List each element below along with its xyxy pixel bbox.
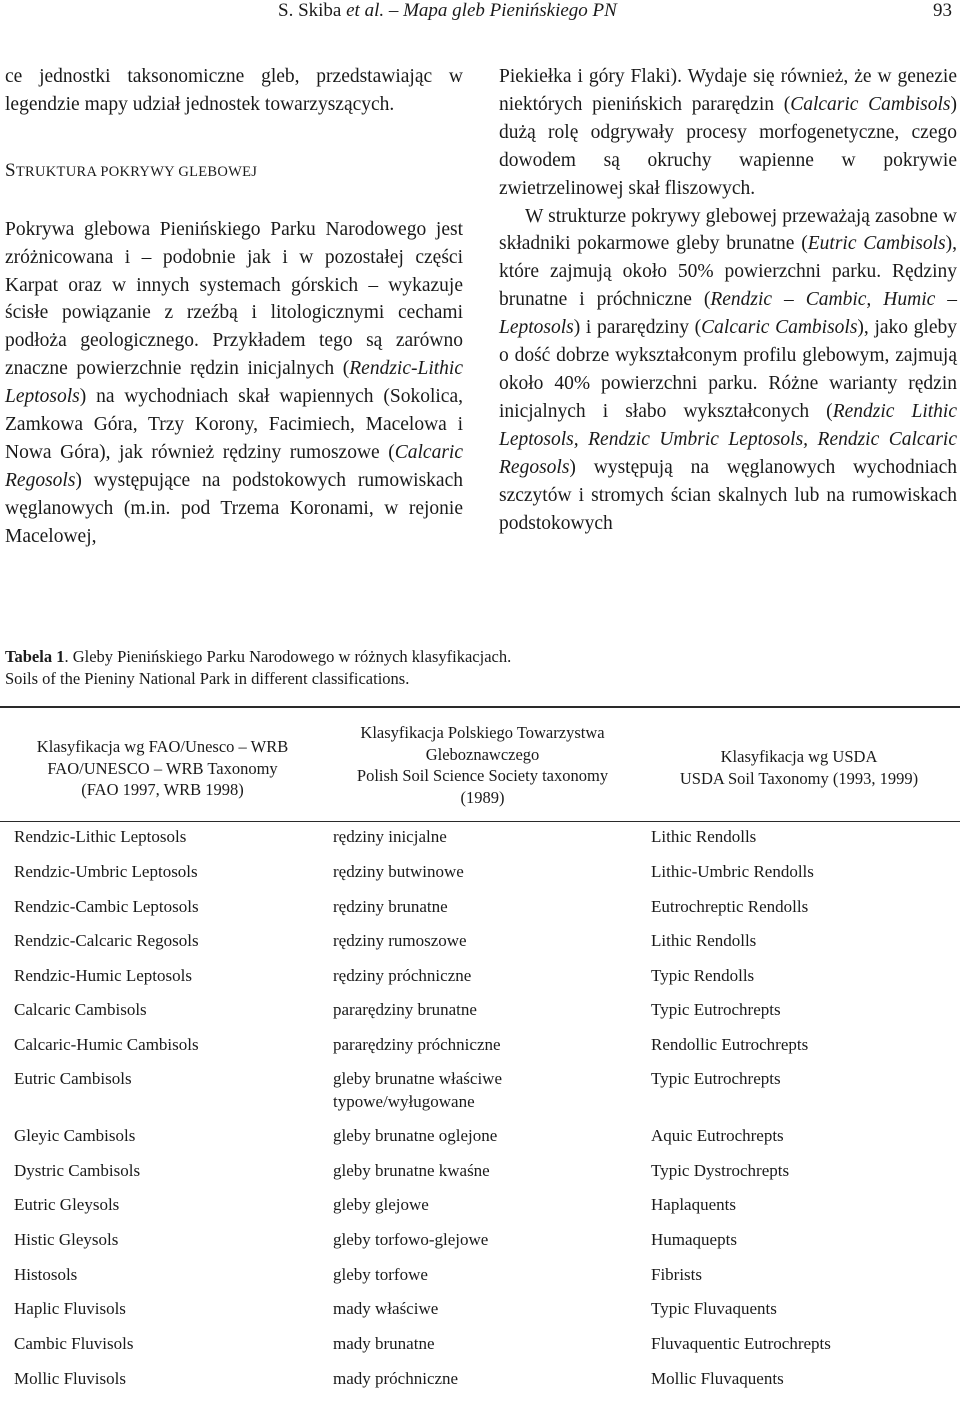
cell-wrb: Mollic Fluvisols xyxy=(14,1369,126,1388)
cell-pl: rędziny inicjalne xyxy=(333,827,447,846)
cell-wrb: Cambic Fluvisols xyxy=(14,1334,134,1353)
running-header xyxy=(0,0,960,30)
cell-wrb: Haplic Fluvisols xyxy=(14,1299,126,1318)
header-usda: Klasyfikacja wg USDA USDA Soil Taxonomy (1993, 1999) xyxy=(679,747,919,788)
cell-usda: Humaquepts xyxy=(651,1230,737,1249)
cell-wrb: Eutric Gleysols xyxy=(14,1195,120,1214)
cell-usda: Typic Eutrochrepts xyxy=(651,1000,781,1019)
cell-wrb: Rendzic-Lithic Leptosols xyxy=(14,827,187,846)
cell-wrb: Histosols xyxy=(14,1265,78,1284)
cell-usda: Typic Dystrochrepts xyxy=(651,1161,790,1180)
table-header-rule xyxy=(0,821,960,822)
cell-wrb: Rendzic-Cambic Leptosols xyxy=(14,897,199,916)
paragraph: Pokrywa glebowa Pienińskiego Parku Narodowego jest zróżnicowana i – podobnie jak i w pozostałej części Karpat oraz w innych systemach górskich – wykazuje ścisłe powiązanie z rzeźbą i litologicznymi cechami podłoża geologicznego. Przykładem tego są zarówno znaczne powierzchnie rędzin inicjalnych (Rendzic-Lithic Leptosols) na wychodniach skał wapiennych (Sokolica, Zamkowa Góra, Trzy Korony, Facimiech, Macelowa i Nowa Góra), jak również rędziny rumoszowe (Calcaric Regosols) występujące na podstokowych rumowiskach węglanowych (m.in. pod Trzema Koronami, w rejonie Macelowej, xyxy=(5,218,463,547)
cell-wrb: Dystric Cambisols xyxy=(14,1161,141,1180)
section-heading: STRUKTURA POKRYWY GLEBOWEJ xyxy=(5,159,258,181)
cell-pl: gleby torfowe xyxy=(333,1265,428,1284)
table-header xyxy=(0,708,960,821)
paragraph-continued: Piekiełka i góry Flaki). Wydaje się również, że w genezie niektórych pienińskich pararędzin (Calcaric Cambisols) dużą rolę odgrywały procesy morfogenetyczne, czego dowodem są okruchy wapienne w pokrywie zwietrzelinowej skał fliszowych. xyxy=(499,66,958,199)
running-title: S. Skiba et al. – Mapa gleb Pienińskiego PN xyxy=(278,0,617,21)
cell-pl: rędziny butwinowe xyxy=(333,862,464,881)
header-pl: Klasyfikacja Polskiego Towarzystwa Gleboznawczego Polish Soil Science Society taxonomy (1989) xyxy=(356,723,609,807)
cell-pl: gleby torfowo-glejowe xyxy=(333,1230,489,1249)
cell-usda: Typic Rendolls xyxy=(651,966,755,985)
cell-wrb: Rendzic-Umbric Leptosols xyxy=(14,862,198,881)
cell-usda: Eutrochreptic Rendolls xyxy=(651,897,809,916)
cell-wrb: Eutric Cambisols xyxy=(14,1069,132,1088)
cell-pl: rędziny próchniczne xyxy=(333,966,472,985)
cell-usda: Lithic-Umbric Rendolls xyxy=(651,862,814,881)
cell-pl: gleby brunatne kwaśne xyxy=(333,1161,490,1180)
left-column xyxy=(5,63,463,551)
cell-wrb: Rendzic-Calcaric Regosols xyxy=(14,931,199,950)
cell-usda: Rendollic Eutrochrepts xyxy=(651,1035,809,1054)
cell-wrb: Rendzic-Humic Leptosols xyxy=(14,966,192,985)
cell-pl: gleby brunatne właściwe typowe/wyługowane xyxy=(333,1069,502,1111)
cell-pl: mady brunatne xyxy=(333,1334,435,1353)
cell-usda: Fibrists xyxy=(651,1265,703,1284)
cell-pl: gleby brunatne oglejone xyxy=(333,1126,498,1145)
cell-wrb: Gleyic Cambisols xyxy=(14,1126,136,1145)
cell-pl: mady próchniczne xyxy=(333,1369,459,1388)
cell-pl: mady właściwe xyxy=(333,1299,439,1318)
cell-usda: Typic Eutrochrepts xyxy=(651,1069,781,1088)
cell-pl: rędziny rumoszowe xyxy=(333,931,467,950)
cell-pl: pararędziny próchniczne xyxy=(333,1035,501,1054)
cell-pl: gleby glejowe xyxy=(333,1195,429,1214)
header-wrb: Klasyfikacja wg FAO/Unesco – WRB FAO/UNESCO – WRB Taxonomy (FAO 1997, WRB 1998) xyxy=(36,737,289,799)
page-number: 93 xyxy=(933,0,952,21)
cell-pl: rędziny brunatne xyxy=(333,897,448,916)
cell-wrb: Calcaric Cambisols xyxy=(14,1000,147,1019)
cell-usda: Lithic Rendolls xyxy=(651,931,757,950)
cell-wrb: Calcaric-Humic Cambisols xyxy=(14,1035,199,1054)
cell-usda: Mollic Fluvaquents xyxy=(651,1369,784,1388)
table-caption: Tabela 1. Gleby Pienińskiego Parku Narodowego w różnych klasyfikacjach. Soils of the Pieniny National Park in different classifications. xyxy=(5,647,512,688)
paragraph: W strukturze pokrywy glebowej przeważają zasobne w składniki pokarmowe gleby brunatne (Eutric Cambisols), które zajmują około 50% powierzchni parku. Rędziny brunatne i próchniczne (Rendzic – Cambic, Humic – Leptosols) i pararędziny (Calcaric Cambisols), jako gleby o dość dobrze wykształconym profilu glebowym, zajmują około 40% powierzchni parku. Różne warianty rędzin inicjalnych i słabo wykształconych (Rendzic Lithic Leptosols, Rendzic Umbric Leptosols, Rendzic Calcaric Regosols) występują na węglanowych wychodniach szczytów i stromych ścian skalnych lub na rumowiskach podstokowych xyxy=(499,205,958,534)
paragraph-continued: ce jednostki taksonomiczne gleb, przedstawiając w legendzie mapy udział jednostek towarzyszących. xyxy=(5,66,463,115)
cell-wrb: Histic Gleysols xyxy=(14,1230,119,1249)
cell-usda: Lithic Rendolls xyxy=(651,827,757,846)
cell-usda: Haplaquents xyxy=(651,1195,736,1214)
cell-usda: Typic Fluvaquents xyxy=(651,1299,777,1318)
cell-usda: Aquic Eutrochrepts xyxy=(651,1126,784,1145)
cell-pl: pararędziny brunatne xyxy=(333,1000,477,1019)
table-label: Tabela 1 xyxy=(5,647,65,666)
right-column xyxy=(499,63,957,537)
cell-usda: Fluvaquentic Eutrochrepts xyxy=(651,1334,831,1353)
